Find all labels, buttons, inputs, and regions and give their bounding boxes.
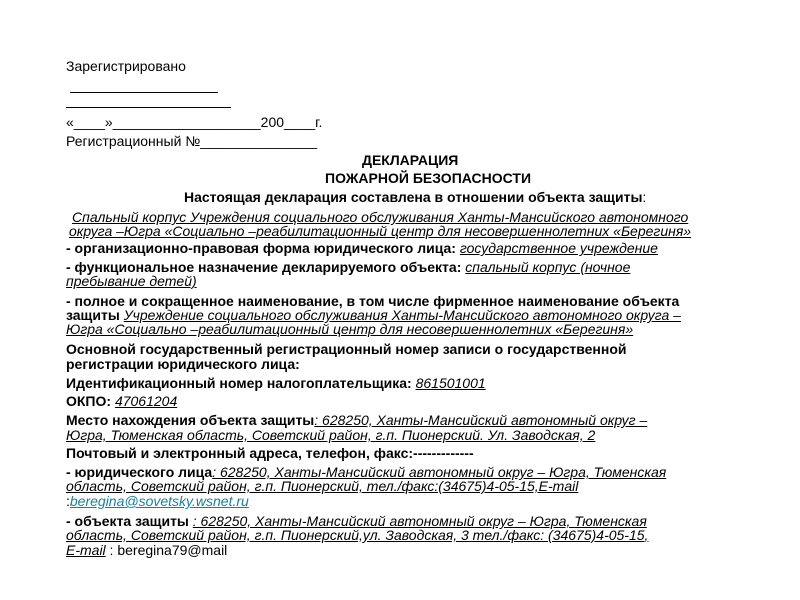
contacts-label: Почтовый и электронный адреса, телефон, факс:-------------: [66, 445, 474, 461]
location-value-1: : 628250, Ханты-Мансийский автономный округ –: [314, 412, 648, 428]
full-name-label: - полное и сокращенное наименование, в том числе фирменное наименование объекта: [66, 293, 680, 309]
object-address-value-2: область, Советский район, г.п. Пионерский,ул. Заводская, 3 тел./факс: (34675)4-05-15,: [66, 527, 649, 543]
function-value-1: спальный корпус (ночное: [465, 259, 631, 275]
registration-number: Регистрационный №_______________: [66, 133, 318, 149]
object-address-value-1: : 628250, Ханты-Мансийский автономный округ – Югра, Тюменская: [192, 513, 647, 529]
location-row: [66, 412, 647, 428]
registered-label: Зарегистрировано: [66, 58, 186, 74]
legal-form-row: [66, 240, 658, 256]
object-name-line-2: округа –Югра «Социально –реабилитационный центр для несовершеннолетних «Берегиня»: [69, 223, 692, 239]
legal-address-value-2: область, Советский район, г.п. Пионерский, тел./факс:(34675)4-05-15,E-mail: [66, 478, 579, 494]
full-name-value-2: Югра «Социально –реабилитационный центр для несовершеннолетних «Берегиня»: [66, 321, 634, 337]
document-subtitle: ПОЖАРНОЙ БЕЗОПАСНОСТИ: [325, 170, 532, 186]
okpo-label: ОКПО:: [66, 393, 115, 409]
full-name-row: защиты Учреждение социального обслуживания Ханты-Мансийского автономного округа –: [66, 307, 681, 323]
legal-form-label: - организационно-правовая форма юридического лица:: [66, 240, 460, 256]
inn-value: 861501001: [415, 375, 486, 391]
location-value-2: Югра, Тюменская область, Советский район, г.п. Пионерский. Ул. Заводская, 2: [66, 427, 596, 443]
okpo-value: 47061204: [114, 393, 178, 409]
function-label: - функциональное назначение декларируемого объекта:: [66, 259, 466, 275]
object-email-label: E-mail: [66, 542, 106, 558]
registration-blank-line-2: [66, 107, 231, 108]
object-name-line-1: Спальный корпус Учреждения социального обслуживания Ханты-Мансийского автономного: [72, 209, 689, 225]
object-email-value: : beregina79@mail: [105, 542, 228, 558]
ogrn-label-1: Основной государственный регистрационный номер записи о государственной: [66, 341, 627, 357]
full-name-value-1: Учреждение социального обслуживания Ханты-Мансийского автономного округа –: [123, 307, 681, 323]
legal-email-row: :beregina@sovetsky.wsnet.ru: [66, 493, 249, 509]
object-email-row: [66, 542, 227, 558]
registration-blank-line-1: [70, 92, 218, 93]
inn-label: Идентификационный номер налогоплательщика:: [66, 375, 416, 391]
document-title: ДЕКЛАРАЦИЯ: [362, 152, 459, 168]
intro-statement: Настоящая декларация составлена в отношении объекта защиты:: [184, 189, 647, 205]
legal-address-value-1: : 628250, Ханты-Мансийский автономный округ – Югра, Тюменская: [212, 464, 667, 480]
okpo-row: [66, 393, 177, 409]
inn-row: [66, 375, 486, 391]
legal-form-value: государственное учреждение: [459, 240, 658, 256]
location-label: Место нахождения объекта защиты: [66, 412, 315, 428]
legal-address-label: - юридического лица: [66, 464, 213, 480]
registration-date-line: «____»___________________200____г.: [66, 114, 323, 130]
legal-email-link[interactable]: beregina@sovetsky.wsnet.ru: [69, 493, 249, 509]
object-address-label: - объекта защиты: [66, 513, 193, 529]
function-value-2: пребывание детей): [66, 273, 197, 289]
ogrn-label-2: регистрации юридического лица:: [66, 356, 300, 372]
